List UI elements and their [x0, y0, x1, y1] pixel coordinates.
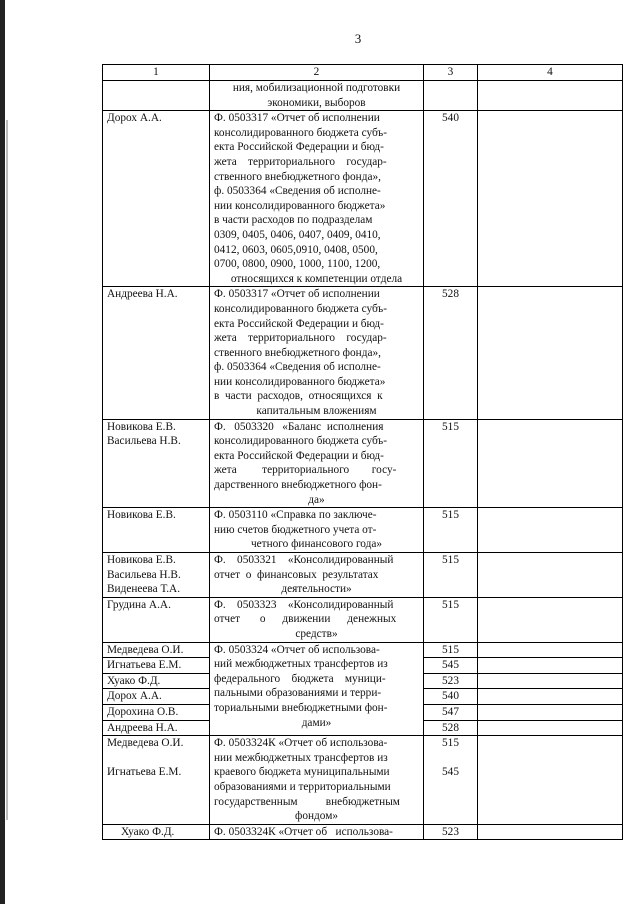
code-cell	[424, 111, 478, 287]
form-line: Ф. 0503317 «Отчет об исполнении	[214, 288, 380, 301]
form-line: ний межбюджетных трансфертов из	[214, 658, 388, 671]
header-col-1: 1	[103, 65, 210, 81]
table-row	[103, 508, 623, 553]
person-name: Дорохина О.В.	[107, 705, 179, 718]
form-line: жета территориального государ-	[214, 155, 387, 168]
code-cell	[424, 658, 478, 674]
notes-cell	[478, 81, 623, 111]
form-cell	[210, 287, 424, 419]
notes-cell	[478, 419, 623, 508]
code-value: 547	[442, 705, 459, 718]
code-value: 515	[442, 643, 459, 656]
form-cell	[210, 642, 424, 736]
form-line: дами»	[301, 716, 332, 729]
form-line: четного финансового года»	[250, 538, 383, 551]
form-line: Ф. 0503321 «Консолидированный	[214, 554, 394, 566]
names-cell	[103, 597, 210, 642]
form-line: ственного внебюджетного фонда»,	[214, 346, 381, 359]
code-value: 540	[442, 690, 459, 703]
code-value: 515	[442, 737, 459, 750]
form-cell	[210, 419, 424, 508]
form-line: жета территориального государ-	[214, 332, 387, 345]
code-value: 515	[442, 598, 459, 611]
names-cell	[103, 508, 210, 553]
names-cell	[103, 673, 210, 689]
form-line: Ф. 0503320 «Баланс исполнения	[214, 420, 384, 433]
form-line: ственного внебюджетного фонда»,	[214, 170, 381, 183]
form-line: федерального бюджета муници-	[214, 672, 386, 685]
names-cell	[103, 824, 210, 840]
code-cell	[424, 597, 478, 642]
names-cell	[103, 642, 210, 658]
notes-cell	[478, 287, 623, 419]
person-name: Васильева Н.В.	[107, 435, 181, 448]
table-row	[103, 824, 623, 840]
person-name	[107, 751, 205, 766]
person-name: Андреева Н.А.	[107, 288, 178, 301]
person-name: Дорох А.А.	[107, 112, 162, 125]
form-line: краевого бюджета муниципальными	[214, 766, 390, 779]
names-cell	[103, 689, 210, 705]
table-row	[103, 287, 623, 419]
form-line: отчет о финансовых результатах	[214, 568, 379, 581]
names-cell	[103, 81, 210, 111]
person-name: Игнатьева Е.М.	[107, 766, 182, 779]
person-name: Медведева О.И.	[107, 737, 184, 750]
form-line: ф. 0503364 «Сведения об исполне-	[214, 185, 381, 198]
code-cell	[424, 81, 478, 111]
code-cell	[424, 720, 478, 736]
form-line: капитальным вложениям	[256, 405, 377, 418]
form-line: деятельности»	[281, 583, 352, 596]
code-value: 528	[442, 288, 459, 301]
code-cell	[424, 736, 478, 825]
names-cell	[103, 111, 210, 287]
person-name: Грудина А.А.	[107, 598, 171, 611]
form-line: нии консолидированного бюджета»	[214, 375, 386, 388]
code-cell	[424, 553, 478, 598]
names-cell	[103, 704, 210, 720]
form-line: екта Российской Федерации и бюд-	[214, 141, 384, 154]
form-line: 0700, 0800, 0900, 1000, 1100, 1200,	[214, 258, 381, 271]
table-row	[103, 553, 623, 598]
person-name: Игнатьева Е.М.	[107, 659, 182, 672]
form-cell	[210, 508, 424, 553]
code-cell	[424, 419, 478, 508]
form-line: фондом»	[295, 810, 338, 823]
table-row	[103, 419, 623, 508]
form-line: в части расходов, относящихся к	[214, 390, 383, 403]
continuation-row	[103, 81, 623, 111]
form-line: консолидированного бюджета субъ-	[214, 302, 388, 315]
person-name: Андреева Н.А.	[107, 721, 178, 734]
form-line: нии консолидированного бюджета»	[214, 199, 386, 212]
form-line: в части расходов по подразделам	[214, 214, 373, 227]
header-col-3: 3	[424, 65, 478, 81]
person-name: Васильева Н.В.	[107, 568, 181, 581]
form-cell	[210, 553, 424, 598]
header-col-4: 4	[478, 65, 623, 81]
names-cell	[103, 419, 210, 508]
table-row	[103, 597, 623, 642]
form-line: Ф. 0503323 «Консолидированный	[214, 598, 394, 611]
person-name: Медведева О.И.	[107, 643, 184, 656]
names-cell	[103, 658, 210, 674]
code-value: 515	[442, 420, 459, 433]
form-line: 0309, 0405, 0406, 0407, 0409, 0410,	[214, 228, 381, 241]
person-name: Новикова Е.В.	[107, 554, 176, 566]
notes-cell	[478, 553, 623, 598]
names-cell	[103, 736, 210, 825]
form-line: относящихся к компетенции отдела	[230, 272, 403, 285]
form-line: да»	[308, 493, 325, 506]
person-name: Дорох А.А.	[107, 690, 162, 703]
code-cell	[424, 642, 478, 658]
code-cell	[424, 704, 478, 720]
form-line: нию счетов бюджетного учета от-	[214, 523, 377, 536]
names-cell	[103, 553, 210, 598]
scan-edge-shadow	[6, 120, 8, 820]
form-line: нии межбюджетных трансфертов из	[214, 751, 388, 764]
form-line: образованиями и территориальными	[214, 780, 391, 793]
person-name: Хуако Ф.Д.	[121, 825, 175, 838]
code-value	[424, 751, 477, 766]
person-name: Новикова Е.В.	[107, 420, 176, 433]
code-value: 540	[442, 112, 459, 125]
code-value: 545	[442, 766, 459, 779]
form-line: экономики, выборов	[267, 96, 366, 109]
form-line: ториальными внебюджетными фон-	[214, 701, 388, 714]
code-value: 523	[442, 825, 459, 838]
report-table	[102, 64, 623, 840]
form-line: пальными образованиями и терри-	[214, 687, 382, 700]
form-line: ф. 0503364 «Сведения об исполне-	[214, 361, 381, 374]
notes-cell	[478, 736, 623, 825]
form-line: дарственного внебюджетного фон-	[214, 479, 382, 492]
code-cell	[424, 824, 478, 840]
code-value: 523	[442, 674, 459, 687]
form-line: Ф. 0503110 «Справка по заключе-	[214, 509, 377, 522]
form-line: Ф. 0503324К «Отчет об использова-	[214, 737, 388, 750]
table-row	[103, 642, 623, 658]
form-line: государственным внебюджетным	[214, 795, 400, 808]
notes-cell	[478, 111, 623, 287]
form-line: екта Российской Федерации и бюд-	[214, 449, 384, 462]
code-cell	[424, 287, 478, 419]
notes-cell	[478, 720, 623, 736]
person-name: Хуако Ф.Д.	[107, 674, 161, 687]
form-line: средств»	[295, 627, 338, 640]
code-cell	[424, 689, 478, 705]
code-value: 515	[442, 554, 459, 566]
form-cell	[210, 597, 424, 642]
code-value: 515	[442, 509, 459, 522]
form-line: консолидированного бюджета субъ-	[214, 126, 388, 139]
form-cell	[210, 81, 424, 111]
notes-cell	[478, 704, 623, 720]
form-line: 0412, 0603, 0605,0910, 0408, 0500,	[214, 243, 378, 256]
form-cell	[210, 824, 424, 840]
names-cell	[103, 287, 210, 419]
notes-cell	[478, 642, 623, 658]
notes-cell	[478, 689, 623, 705]
scan-edge	[0, 0, 5, 904]
notes-cell	[478, 597, 623, 642]
table-row	[103, 736, 623, 825]
form-line: екта Российской Федерации и бюд-	[214, 317, 384, 330]
header-col-2: 2	[210, 65, 424, 81]
form-line: Ф. 0503317 «Отчет об исполнении	[214, 112, 380, 125]
notes-cell	[478, 508, 623, 553]
form-cell	[210, 111, 424, 287]
code-cell	[424, 508, 478, 553]
notes-cell	[478, 658, 623, 674]
form-line: Ф. 0503324 «Отчет об использова-	[214, 643, 380, 656]
names-cell	[103, 720, 210, 736]
person-name: Новикова Е.В.	[107, 509, 176, 522]
code-cell	[424, 673, 478, 689]
page-number: 3	[354, 31, 362, 46]
form-line: Ф. 0503324К «Отчет об использова-	[214, 825, 393, 838]
person-name: Виденеева Т.А.	[107, 583, 181, 596]
form-line: консолидированного бюджета субъ-	[214, 435, 388, 448]
header-row	[103, 65, 623, 81]
table-row	[103, 111, 623, 287]
form-cell	[210, 736, 424, 825]
form-line: отчет о движении денежных	[214, 613, 397, 626]
form-line: жета территориального госу-	[214, 464, 397, 477]
notes-cell	[478, 824, 623, 840]
code-value: 528	[442, 721, 459, 734]
notes-cell	[478, 673, 623, 689]
form-line: ния, мобилизационной подготовки	[232, 82, 401, 94]
code-value: 545	[442, 659, 459, 672]
